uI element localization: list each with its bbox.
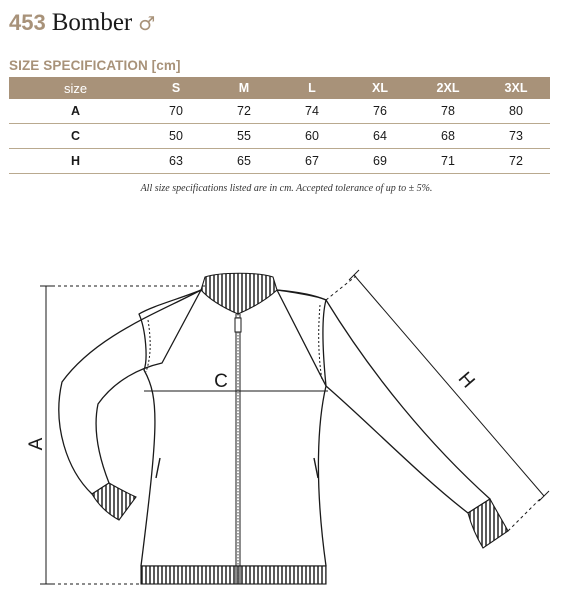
size-column-header: size (9, 77, 142, 99)
table-cell: 65 (210, 149, 278, 174)
right-cuff (468, 499, 508, 548)
size-header-cell: XL (346, 77, 414, 99)
table-cell: 68 (414, 124, 482, 149)
table-cell: 67 (278, 149, 346, 174)
size-header-cell: 3XL (482, 77, 550, 99)
model-number: 453 (9, 10, 46, 35)
label-a: A (26, 437, 47, 451)
size-spec-heading: SIZE SPECIFICATION [cm] (9, 58, 181, 73)
table-cell: 76 (346, 99, 414, 124)
table-cell: 73 (482, 124, 550, 149)
male-symbol-icon: ♂ (138, 13, 156, 35)
waistband (141, 566, 326, 584)
model-name: Bomber (51, 9, 133, 36)
size-header-cell: M (210, 77, 278, 99)
table-cell: 80 (482, 99, 550, 124)
table-cell: 72 (482, 149, 550, 174)
table-cell: 70 (142, 99, 210, 124)
table-cell: 74 (278, 99, 346, 124)
row-label: C (9, 124, 142, 149)
row-label: H (9, 149, 142, 174)
left-cuff (92, 483, 136, 520)
size-header-cell: 2XL (414, 77, 482, 99)
label-h: H (453, 368, 479, 393)
table-cell: 71 (414, 149, 482, 174)
table-cell: 63 (142, 149, 210, 174)
tolerance-note: All size specifications listed are in cm. Accepted tolerance of up to ± 5%. (140, 183, 433, 194)
left-sleeve (59, 290, 201, 494)
size-header-cell: L (278, 77, 346, 99)
size-header-cell: S (142, 77, 210, 99)
table-cell: 78 (414, 99, 482, 124)
label-c: C (214, 371, 228, 392)
table-cell: 64 (346, 124, 414, 149)
table-cell: 72 (210, 99, 278, 124)
table-cell: 50 (142, 124, 210, 149)
row-label: A (9, 99, 142, 124)
table-cell: 69 (346, 149, 414, 174)
table-cell: 55 (210, 124, 278, 149)
collar-rib (201, 273, 277, 314)
right-sleeve (277, 290, 490, 513)
table-cell: 60 (278, 124, 346, 149)
